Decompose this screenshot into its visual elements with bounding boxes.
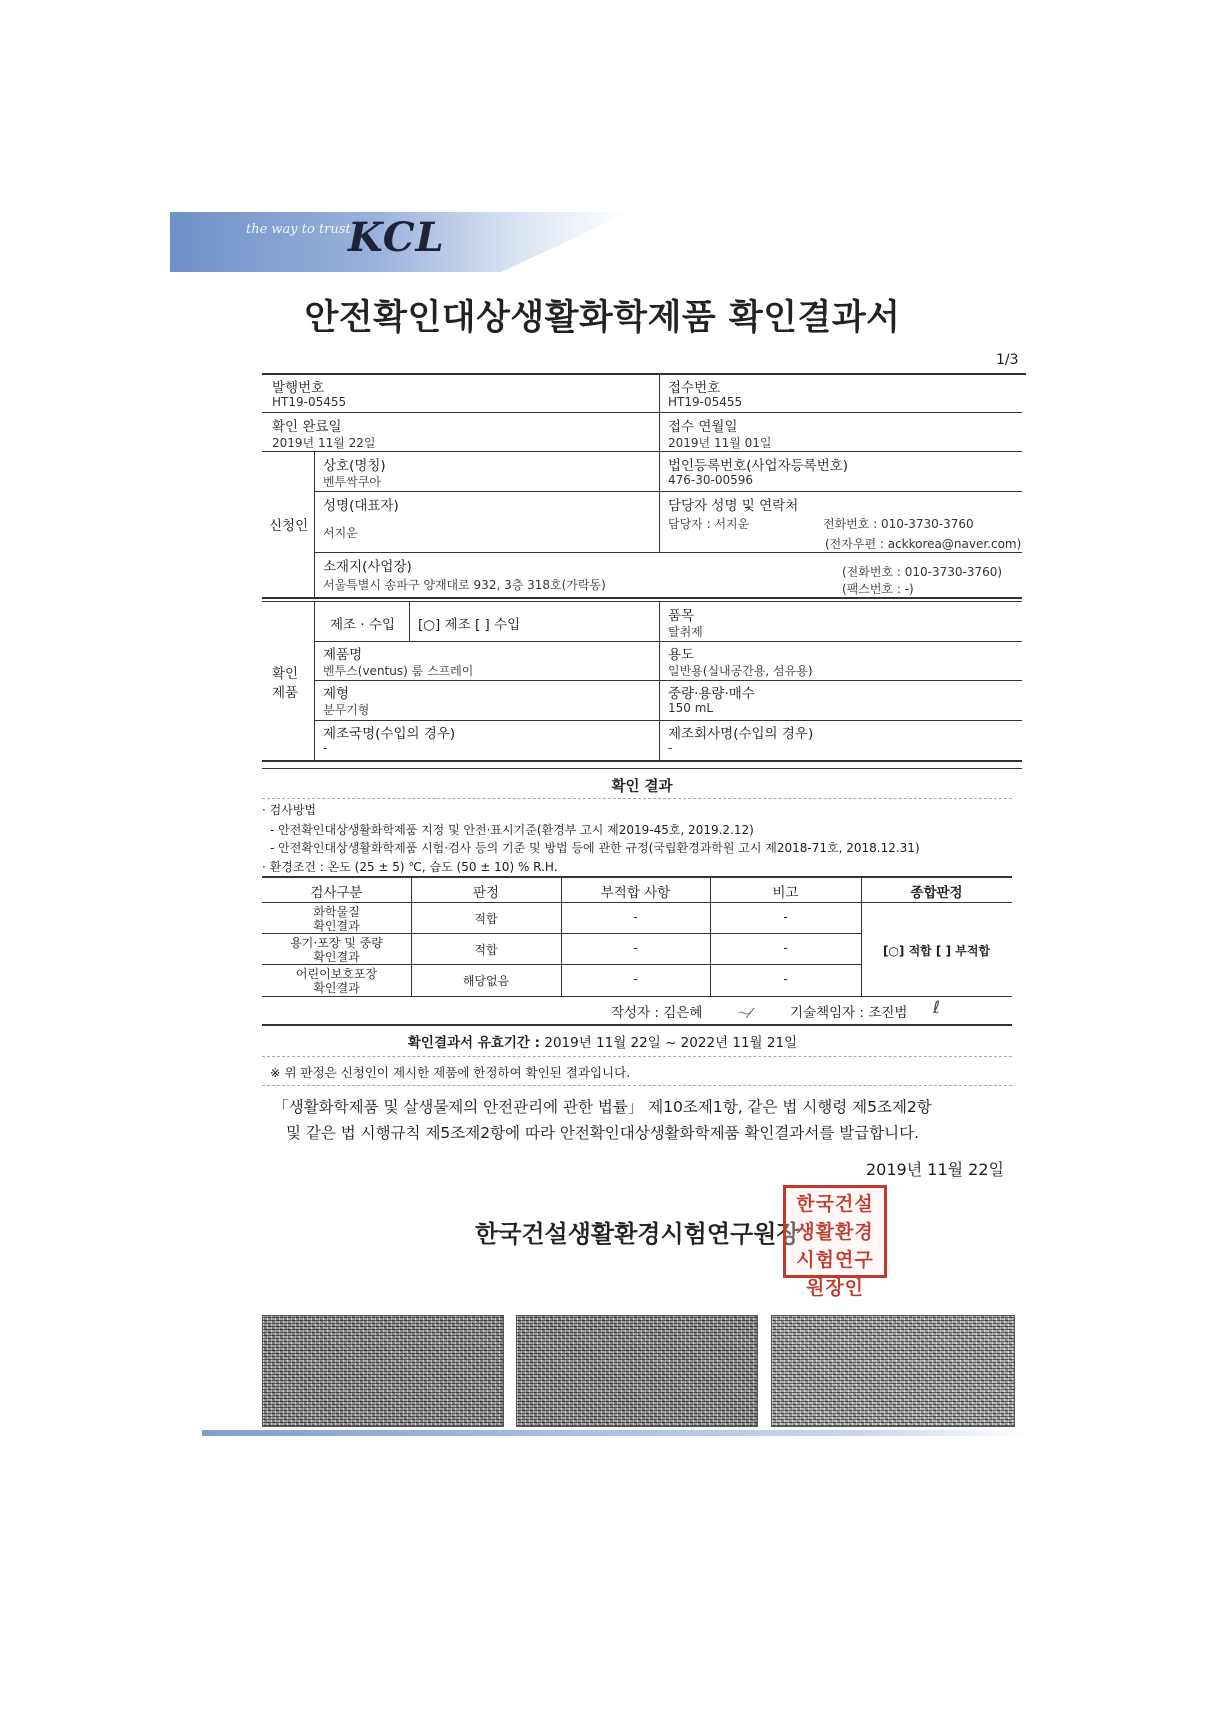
completion-date-label: 확인 완료일 — [272, 419, 342, 435]
row-1-category-line-2: 확인결과 — [313, 919, 360, 933]
page-number: 1/3 — [996, 352, 1019, 368]
usage-value: 일반용(실내공간용, 섬유용) — [668, 664, 813, 678]
row-3-issues: - — [633, 972, 638, 986]
footer-bar — [202, 1430, 1028, 1436]
business-number: 476-30-00596 — [668, 473, 754, 487]
contact-label: 담당자 성명 및 연락처 — [668, 498, 799, 514]
document-title: 안전확인대상생활화학제품 확인결과서 — [304, 298, 901, 338]
notice: ※ 위 판정은 신청인이 제시한 제품에 한정하여 확인된 결과입니다. — [270, 1065, 631, 1080]
address-fax: (팩스번호 : -) — [842, 582, 914, 596]
verification-code-2 — [516, 1315, 758, 1427]
technical-lead: 기술책임자 : 조진범 — [790, 1005, 908, 1021]
maker-label: 제조회사명(수입의 경우) — [668, 726, 814, 742]
validity-line — [0, 1031, 1205, 1051]
author-signature: ～⁄ — [736, 1007, 752, 1022]
verification-code-3 — [771, 1315, 1015, 1427]
product-section-label-1: 확인 — [272, 666, 299, 682]
issue-date: 2019년 11월 22일 — [866, 1160, 1004, 1179]
company-label: 상호(명칭) — [323, 458, 386, 474]
environment-conditions: · 환경조건 : 온도 (25 ± 5) ℃, 습도 (50 ± 10) % R.H. — [262, 860, 558, 874]
issuer-name: 한국건설생활환경시험연구원장 — [475, 1220, 800, 1248]
receipt-number-label: 접수번호 — [668, 380, 721, 396]
country-value: - — [323, 741, 328, 755]
row-2-category-line-1: 용기·포장 및 중량 — [290, 936, 383, 950]
official-seal — [783, 1185, 887, 1299]
issue-number: HT19-05455 — [272, 395, 347, 409]
manufacture-label: 제조 · 수입 — [330, 617, 396, 633]
validity-period: 2019년 11월 22일 ~ 2022년 11월 21일 — [544, 1035, 798, 1051]
overall-verdict: [○] 적합 [ ] 부적합 — [882, 944, 991, 958]
product-name: 벤투스(ventus) 룸 스프레이 — [323, 664, 474, 678]
address-phone: (전화번호 : 010-3730-3760) — [842, 565, 1003, 579]
row-2-category-line-2: 확인결과 — [313, 950, 360, 964]
method-label: · 검사방법 — [262, 803, 316, 817]
receipt-number: HT19-05455 — [668, 395, 743, 409]
verification-code-1 — [262, 1315, 504, 1427]
product-section-label-2: 제품 — [272, 685, 299, 701]
form-label: 제형 — [323, 686, 350, 702]
item-label: 품목 — [668, 608, 695, 624]
representative-name: 서지운 — [323, 526, 358, 540]
weight-label: 중량·용량·매수 — [668, 686, 755, 702]
col-header-remarks: 비고 — [772, 885, 799, 901]
row-1-category-line-1: 화학물질 — [313, 905, 360, 919]
row-1-verdict: 적합 — [474, 912, 498, 926]
col-header-overall: 종합판정 — [910, 885, 963, 901]
completion-date: 2019년 11월 22일 — [272, 436, 376, 450]
row-2-verdict: 적합 — [474, 943, 498, 957]
row-3-verdict: 해당없음 — [462, 974, 510, 988]
receipt-date: 2019년 11월 01일 — [668, 436, 772, 450]
row-3-category-line-1: 어린이보호포장 — [295, 967, 378, 981]
row-2-issues: - — [633, 941, 638, 955]
result-heading: 확인 결과 — [611, 779, 673, 795]
weight-value: 150 mL — [668, 701, 714, 715]
address-label: 소재지(사업장) — [323, 559, 412, 575]
business-number-label: 법인등록번호(사업자등록번호) — [668, 458, 849, 474]
method-line-1: - 안전확인대상생활화학제품 지정 및 안전·표시기준(환경부 고시 제2019-45호, 2019.2.12) — [270, 823, 754, 837]
contact-email: (전자우편 : ackkorea@naver.com) — [825, 537, 1022, 551]
row-2-remarks: - — [783, 941, 788, 955]
issue-number-label: 발행번호 — [272, 380, 325, 396]
product-name-label: 제품명 — [323, 647, 363, 663]
kcl-logo: KCL — [348, 214, 445, 261]
statement-line-2: 및 같은 법 시행규칙 제5조제2항에 따라 안전확인대상생활화학제품 확인결과서를 발급합니다. — [285, 1124, 920, 1142]
row-3-category-line-2: 확인결과 — [313, 981, 360, 995]
contact-person: 담당자 : 서지운 — [668, 517, 750, 531]
statement-line-1: 「생활화학제품 및 살생물제의 안전관리에 관한 법률」 제10조제1항, 같은 법 시행령 제5조제2항 — [273, 1098, 932, 1116]
address: 서울특별시 송파구 양재대로 932, 3층 318호(가락동) — [323, 578, 606, 592]
seal-text: 한국건설생활환경시험연구원장인 — [796, 1193, 874, 1299]
slogan: the way to trust — [246, 222, 351, 237]
company-name: 벤투싹쿠아 — [323, 475, 381, 489]
manufacture-value: [○] 제조 [ ] 수입 — [418, 617, 521, 633]
maker-value: - — [668, 741, 673, 755]
applicant-section-label: 신청인 — [269, 518, 309, 534]
method-line-2: - 안전확인대상생활화학제품 시험·검사 등의 기준 및 방법 등에 관한 규정(국립환경과학원 고시 제2018-71호, 2018.12.31) — [270, 841, 920, 855]
col-header-verdict: 판정 — [472, 885, 500, 901]
country-label: 제조국명(수입의 경우) — [323, 726, 456, 742]
col-header-issues: 부적합 사항 — [600, 885, 671, 901]
contact-phone: 전화번호 : 010-3730-3760 — [823, 517, 974, 531]
row-1-issues: - — [633, 910, 638, 924]
usage-label: 용도 — [668, 647, 695, 663]
author: 작성자 : 김은혜 — [611, 1005, 703, 1021]
col-header-category: 검사구분 — [310, 885, 363, 901]
representative-label: 성명(대표자) — [323, 498, 399, 514]
tech-lead-signature: ℓ — [933, 998, 941, 1018]
row-3-remarks: - — [783, 972, 788, 986]
validity-label: 확인결과서 유효기간 : — [407, 1035, 541, 1051]
form-value: 분무기형 — [323, 703, 370, 717]
receipt-date-label: 접수 연월일 — [668, 419, 738, 435]
item-value: 탈취제 — [668, 625, 703, 639]
row-1-remarks: - — [783, 910, 788, 924]
